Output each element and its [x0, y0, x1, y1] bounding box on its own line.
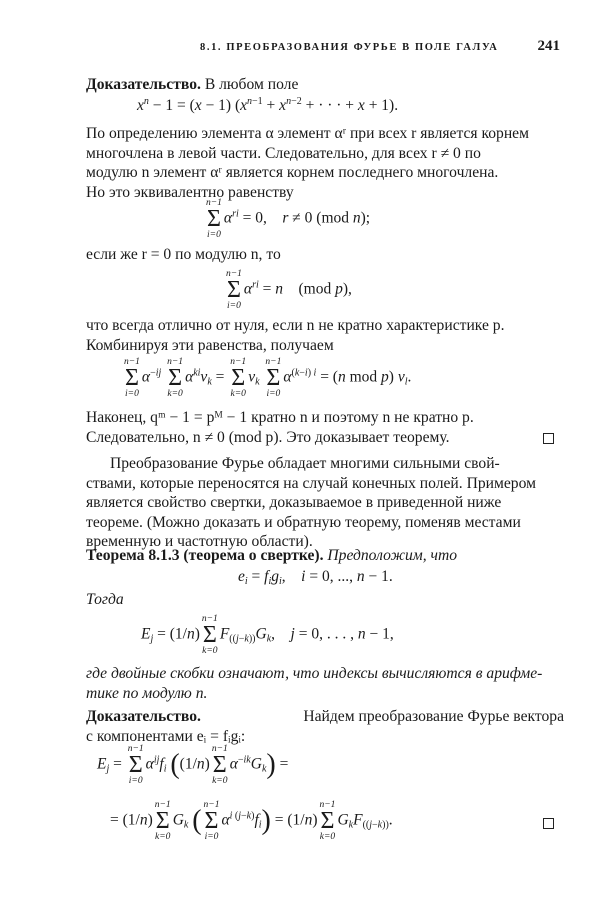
equation-proof-step2: = (1/n) n−1 Σ k=0 $G_k$ ( n−1 Σ i=0 $\alpha^{i (j-k)}f_i) = (1/n)$ n−1 Σ k=0 $G_kF_{((j-k))}$.	[110, 800, 393, 842]
text-line: что всегда отлично от нуля, если n не кратно характеристике p.	[86, 317, 505, 334]
proof-heading	[86, 75, 298, 94]
text-line: ствами, которые переносятся на случай конечных полей. Примером	[86, 474, 536, 492]
theorem-note	[86, 664, 564, 703]
proof2-heading	[86, 707, 564, 726]
qed-square	[543, 433, 554, 444]
equation-factorization: $x^n - 1 = (x - 1) (x^{n-1} + x^{n-2}$ + · · · + x + 1).	[137, 96, 399, 114]
proof-label: Доказательство.	[86, 708, 201, 725]
paragraph-definition	[86, 124, 564, 202]
section-title: 8.1. ПРЕОБРАЗОВАНИЯ ФУРЬЕ В ПОЛЕ ГАЛУА	[200, 42, 499, 53]
theorem-label: Теорема 8.1.3 (теорема о свертке).	[86, 547, 324, 564]
text-line: является свойство свертки, доказываемое в приведенной ниже	[86, 494, 502, 512]
paragraph-combine	[86, 316, 564, 355]
text-line: Найдем преобразование Фурье вектора	[303, 708, 564, 725]
equation-proof-step1: $E_j$ = n−1 Σ i=0 $\alpha^{ij}f_i$ ((1/n) n−1 Σ k=0 $\alpha^{-ik}G_k$) =	[97, 744, 289, 786]
text-line: с компонентами eᵢ = fᵢgᵢ:	[86, 728, 246, 745]
paragraph-properties	[86, 454, 564, 552]
text-line: тике по модулю n.	[86, 684, 208, 702]
theorem-statement: Предположим, что	[327, 547, 458, 564]
page-number: 241	[537, 38, 560, 54]
text-line: временную и частотную области).	[86, 533, 313, 551]
text-line: многочлена в левой части. Следовательно, для всех r ≠ 0 по	[86, 144, 481, 162]
text-line: Комбинируя эти равенства, получаем	[86, 336, 334, 354]
text-between: если же r = 0 по модулю n, то	[86, 246, 281, 263]
text-line: Но это эквивалентно равенству	[86, 183, 294, 201]
text-line: где двойные скобки означают, что индексы вычисляются в арифме-	[86, 665, 543, 682]
equation-convolution: $E_j = (1/n)$ n−1 Σ k=0 $F_{((j-k))}G_k$, j = 0, . . . , n − 1,	[141, 614, 394, 656]
running-header	[200, 38, 560, 55]
equation-product: $e_i = f_ig_i$, i = 0, ..., n − 1.	[238, 568, 393, 587]
qed-square	[543, 818, 554, 829]
text-line: По определению элемента α элемент αʳ при всех r является корнем	[86, 125, 529, 142]
equation-sum-n: n−1 Σ i=0 $\alpha^{ri} = n$ (mod p),	[226, 269, 352, 311]
text-line: Наконец, qᵐ − 1 = pᴹ − 1 кратно n и поэтому n не кратно p.	[86, 409, 474, 426]
theorem-heading	[86, 546, 457, 565]
text-line: теореме. (Можно доказать и обратную теорему, поменяв местами	[86, 513, 521, 531]
text-line: Преобразование Фурье обладает многими сильными свой-	[110, 455, 500, 472]
equation-sum-zero: n−1 Σ i=0 $\alpha^{ri} = 0$, r ≠ 0 (mod n);	[206, 198, 371, 240]
theorem-then: Тогда	[86, 591, 124, 608]
proof-intro: В любом поле	[204, 76, 299, 93]
proof-label: Доказательство.	[86, 76, 201, 93]
text-line: Следовательно, n ≠ 0 (mod p). Это доказывает теорему.	[86, 428, 450, 446]
equation-combined: n−1 Σ i=0 $\alpha^{-ij}$ n−1 Σ k=0 $\alpha^{ki}v_k$ = n−1 Σ k=0 $v_k$ n−1 Σ i=0 $\alpha^{(k-i) i} = (n$ mod p) $v_l$.	[124, 357, 412, 399]
text-line: модулю n элемент αʳ является корнем последнего многочлена.	[86, 164, 499, 182]
paragraph-conclusion	[86, 408, 564, 447]
